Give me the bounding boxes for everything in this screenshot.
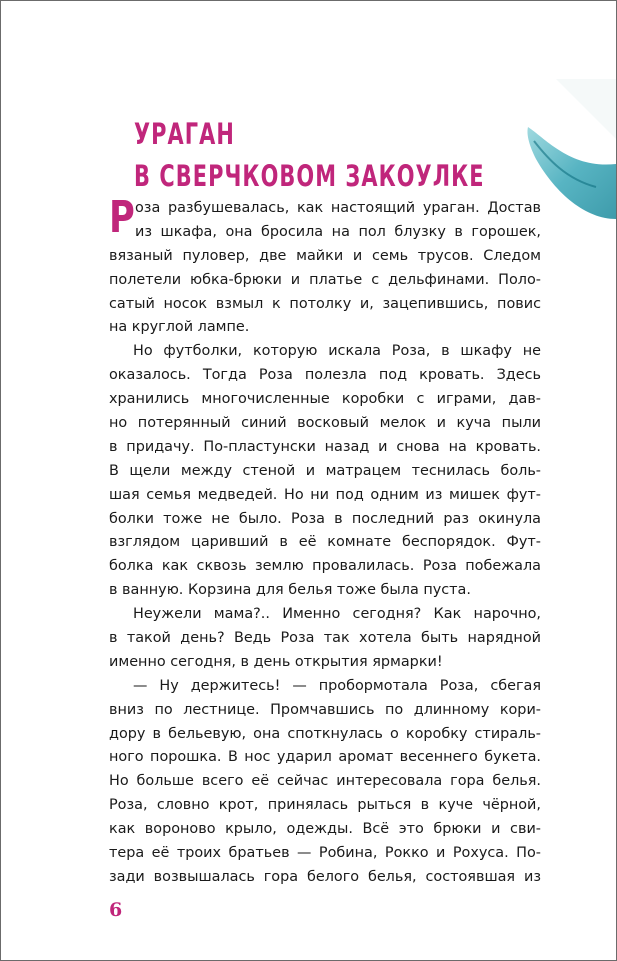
text-line: хранились многочисленные коробки с играми, дав-	[109, 391, 541, 408]
text-line: болка как сквозь землю провалилась. Роза побежала	[109, 558, 541, 575]
text-line: но потерянный синий восковый мелок и куча пыли	[109, 415, 541, 432]
text-line: полетели юбка-брюки и платье с дельфинами. Поло-	[109, 271, 541, 288]
text-line: сатый носок взмыл к потолку и, зацепившись, повис	[109, 295, 541, 312]
text-line: В щели между стеной и матрацем теснилась боль-	[109, 462, 541, 479]
text-line: на круглой лампе.	[109, 319, 250, 336]
text-line: оза разбушевалась, как настоящий ураган. Достав	[135, 200, 541, 216]
text-line: в ванную. Корзина для белья тоже была пуста.	[109, 582, 471, 599]
text-line: дору в бельевую, она споткнулась о коробку стираль-	[109, 725, 541, 742]
text-line: ного порошка. В нос ударил аромат весеннего букета.	[109, 749, 541, 766]
text-line: болки тоже не было. Роза в последний раз окинула	[109, 510, 541, 527]
text-line: вязаный пуловер, две майки и семь трусов. Следом	[109, 247, 541, 264]
text-line: вниз по лестнице. Промчавшись по длинному кори-	[109, 701, 541, 718]
text-line: как вороново крыло, одежды. Всё это брюки и сви-	[109, 821, 541, 838]
text-line: шая семья медведей. Но ни под одним из мишек фут-	[109, 486, 541, 503]
text-line: тера её троих братьев — Робина, Рокко и Рохуса. По-	[109, 845, 541, 862]
text-line: Но больше всего её сейчас интересовала гора белья.	[109, 773, 541, 790]
text-line: в такой день? Ведь Роза так хотела быть нарядной	[109, 630, 541, 647]
text-line: именно сегодня, в день открытия ярмарки!	[109, 653, 443, 670]
text-line: Неужели мама?.. Именно сегодня? Как нарочно,	[133, 606, 541, 623]
chapter-title-line-1: УРАГАН	[134, 117, 235, 151]
body-text	[109, 192, 541, 890]
chapter-title	[134, 113, 485, 197]
page-number: 6	[109, 899, 123, 921]
text-line: в придачу. По-пластунски назад и снова на кровать.	[109, 438, 541, 455]
text-line: Роза, словно крот, принялась рыться в куче чёрной,	[109, 797, 541, 814]
text-line: Но футболки, которую искала Роза, в шкафу не	[133, 343, 541, 360]
text-line: взглядом царивший в её комнате беспорядок. Фут-	[109, 534, 541, 551]
text-line: — Ну держитесь! — пробормотала Роза, сбегая	[133, 677, 541, 694]
text-line: из шкафа, она бросила на пол блузку в горошек,	[135, 223, 541, 240]
chapter-title-line-2: В СВЕРЧКОВОМ ЗАКОУЛКЕ	[134, 159, 485, 193]
text-line: оказалось. Тогда Роза полезла под кровать. Здесь	[109, 367, 541, 384]
text-line: зади возвышалась гора белого белья, состоявшая из	[109, 868, 541, 885]
drop-cap: Р	[109, 192, 135, 243]
